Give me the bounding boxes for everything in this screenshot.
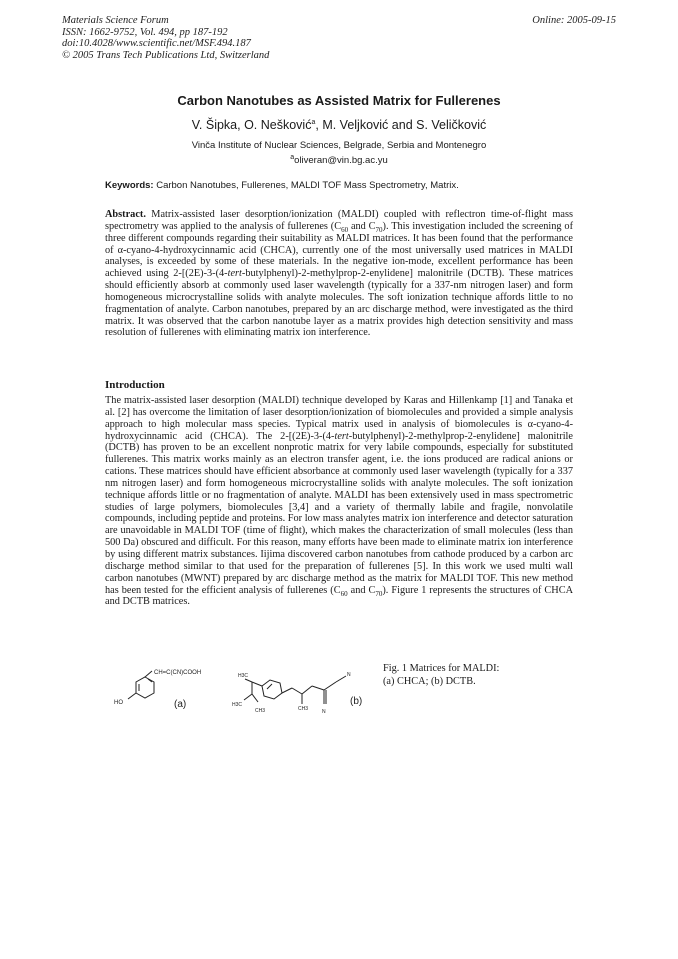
keywords bbox=[105, 180, 575, 191]
author-1: V. Šipka, bbox=[191, 118, 245, 132]
intro-text-3: and C bbox=[347, 584, 376, 596]
copyright-line: © 2005 Trans Tech Publications Ltd, Switzerland bbox=[62, 49, 270, 61]
figure-1-caption bbox=[383, 663, 499, 688]
abstract-text-4: -butylphenyl)-2-methylprop-2-enylidene] malonitrile (DCTB). These matrices should efficiently absorb at commonly used laser wavelength (typically for a 337-nm nitrogen laser) and form homogeneous microcrystalline solids with analyte molecules. The soft ionization technique affords little to no fragmentation of analyte. Carbon nanotubes, prepared by an arc discharge method, were investigated as the third matrix. It was observed that the carbon nanotube layer as a matrix provides high detection sensitivity and mass resolution of fullerenes with eliminating matrix ion interference. bbox=[105, 268, 573, 339]
journal-name: Materials Science Forum bbox=[62, 15, 169, 26]
intro-text-4: ). Figure 1 represents the structures of CHCA and DCTB matrices. bbox=[105, 584, 574, 608]
abstract-text-3: ). This investigation included the screening of three different compounds regarding their suitability as MALDI matrices. It has been found that the performance of α-cyano-4-hydroxycinnamic acid (CHCA), currently one of the most universally used matrices in MALDI analyses, is exceeded by some of these materials. In the negative ion-mode, excellent performance has been achieved using 2-[(2E)-3-(4- bbox=[105, 220, 573, 280]
abstract-label: Abstract. bbox=[105, 209, 146, 220]
introduction-paragraph bbox=[105, 395, 573, 608]
author-2: O. Nešković bbox=[244, 118, 312, 132]
chca-ho-label: HO bbox=[114, 700, 123, 706]
dctb-benzene-ring bbox=[262, 680, 282, 699]
intro-tert: tert bbox=[334, 430, 349, 442]
figure-label-b: (b) bbox=[350, 696, 363, 707]
email-address: oliveran@vin.bg.ac.yu bbox=[294, 155, 388, 166]
section-heading-introduction: Introduction bbox=[105, 379, 165, 391]
journal-header bbox=[62, 15, 269, 61]
abstract-paragraph bbox=[105, 209, 573, 339]
intro-text-2: -butylphenyl)-2-methylprop-2-enylidene] malonitrile (DCTB) has proven to be an excellent nonprotic matrix for very labile compounds, especially for substituted fullerenes. This matrix works mainly as an electron transfer agent, i.e. the ions produced are radical anions or cations. These matrices should have efficient absorbance at commonly used laser wavelength (typically for a 337 nm nitrogen laser) and form homogeneous microcrystalline solids with analyte molecules. The soft ionization technique affords little or no fragmentation of analyte. MALDI has been extensively used in mass spectrometric studies of large polymers, biomolecules [3,4] and a variety of thermally labile and fragile, nonvolatile compounds, including peptide and proteins. For low mass analytes matrix ion interference and detector saturation are unavoidable in MALDI TOF (time of flight), which makes the characterization of small molecules (less than 500 Da) obscured and difficult. For this reason, many efforts have been made to eliminate matrix ion interference by using different matrix substances. Iijima discovered carbon nanotubes from cathode produced by a carbon arc discharge method similar to that used for the preparation of fullerenes [5]. In this work we used multi wall carbon nanotubes (MWNT) prepared by arc discharge method as the matrix for MALDI TOF. This new method has been tested for the efficient analysis of fullerenes (C bbox=[105, 430, 573, 596]
contact-email bbox=[0, 155, 678, 166]
figure-1-structures bbox=[112, 664, 392, 716]
caption-line-1: Fig. 1 Matrices for MALDI: bbox=[383, 663, 500, 674]
keywords-label: Keywords: bbox=[105, 180, 154, 191]
figure-label-a: (a) bbox=[174, 699, 187, 710]
issn-line: ISSN: 1662-9752, Vol. 494, pp 187-192 bbox=[62, 26, 228, 38]
paper-title: Carbon Nanotubes as Assisted Matrix for Fullerenes bbox=[177, 93, 501, 108]
intro-text-1: The matrix-assisted laser desorption (MALDI) technique developed by Karas and Hillenkamp [1] and Tanaka et al. [2] has overcome the limitation of laser desorption/ionization of biomolecules and provided a simple analysis approach to high molecular mass species. Typical matrix used in analysis of biomolecules is α-cyano-4-hydroxycinnamic acid (CHCA). The 2-[(2E)-3-(4- bbox=[105, 395, 573, 442]
dctb-ch3-ring-label: CH3 bbox=[298, 706, 309, 712]
dctb-h3c-bottom: H3C bbox=[232, 702, 243, 708]
doi-line: doi:10.4028/www.scientific.net/MSF.494.187 bbox=[62, 38, 251, 49]
author-2-affiliation-mark: a bbox=[311, 118, 316, 126]
intro-sub-c70: 70 bbox=[375, 589, 383, 598]
dctb-h3c-top: H3C bbox=[238, 673, 249, 679]
chca-substituent-label: CH=C(CN)COOH bbox=[154, 670, 202, 676]
chca-structure bbox=[128, 671, 154, 699]
abstract-sub-c60: 60 bbox=[341, 225, 349, 234]
abstract-text-1: Matrix-assisted laser desorption/ionization (MALDI) coupled with reflectron time-of-flight mass spectrometry was applied to the analysis of fullerenes (C bbox=[105, 209, 573, 232]
dctb-structure bbox=[244, 676, 346, 704]
dctb-nitrile-n-1: N bbox=[347, 672, 351, 678]
abstract-sub-c70: 70 bbox=[375, 225, 383, 234]
author-3-4: , M. Veljković and S. Veličković bbox=[315, 118, 487, 132]
dctb-ch3-label: CH3 bbox=[255, 708, 266, 714]
author-list bbox=[0, 118, 678, 132]
online-date: Online: 2005-09-15 bbox=[532, 15, 616, 26]
intro-sub-c60: 60 bbox=[340, 589, 348, 598]
abstract-tert: tert bbox=[227, 268, 242, 280]
keywords-text: Carbon Nanotubes, Fullerenes, MALDI TOF Mass Spectrometry, Matrix. bbox=[153, 180, 459, 191]
abstract-text-2: and C bbox=[348, 220, 376, 232]
dctb-nitrile-n-2: N bbox=[322, 709, 326, 715]
affiliation: Vinča Institute of Nuclear Sciences, Belgrade, Serbia and Montenegro bbox=[191, 140, 487, 151]
email-mark: a bbox=[290, 153, 295, 161]
caption-line-2: (a) CHCA; (b) DCTB. bbox=[383, 675, 476, 687]
